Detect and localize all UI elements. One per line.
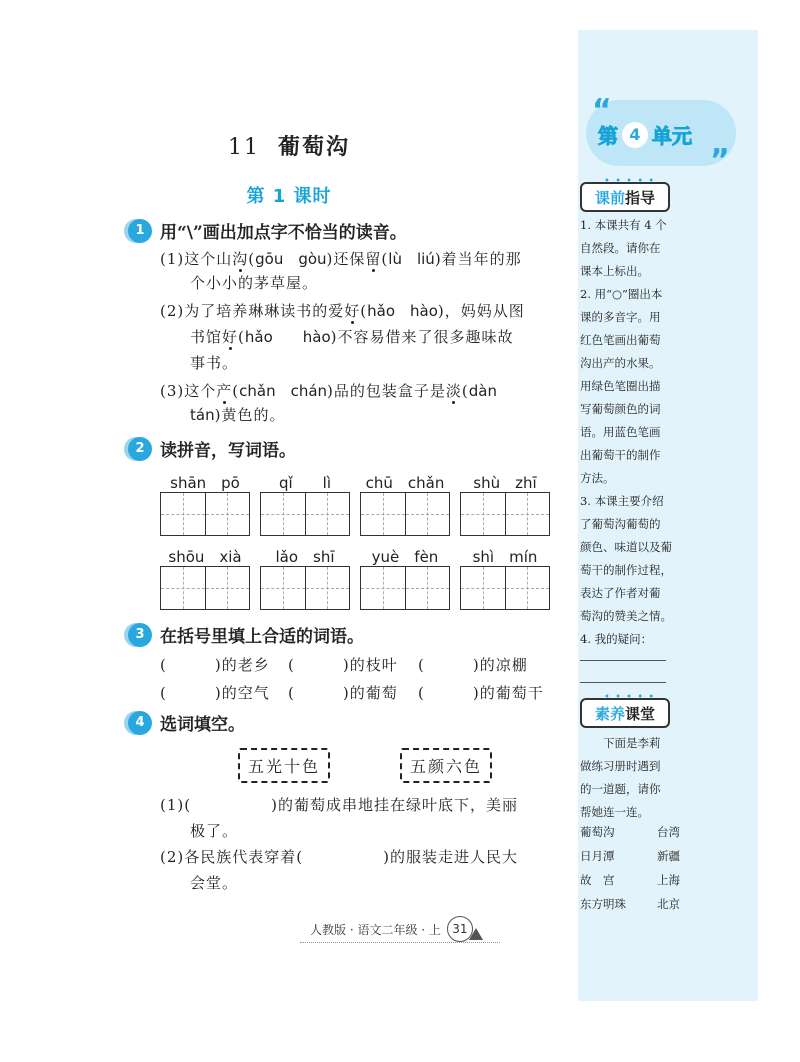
footer-divider: [300, 942, 500, 943]
dotted-char: 留: [365, 250, 382, 268]
word-choice: 五光十色: [238, 748, 330, 783]
question-badge: 3: [128, 623, 152, 647]
pinyin-label: qǐ lì: [278, 474, 332, 492]
q1-item-2-cont: 书馆好(hǎo hào)不容易借来了很多趣味故: [190, 328, 514, 346]
dotted-char: 好: [344, 302, 361, 320]
question-1-heading: [128, 218, 407, 243]
q1-item-3: (3)这个产(chǎn chán)品的包装盒子是淡(dàn: [160, 382, 497, 400]
fill-blank[interactable]: ( )的凉棚: [418, 656, 528, 674]
question-4-heading: [128, 710, 245, 735]
writing-grid[interactable]: [260, 492, 350, 536]
lesson-name: 葡萄沟: [277, 134, 350, 160]
dotted-char: 沟: [232, 250, 249, 268]
writing-grid[interactable]: [460, 566, 550, 610]
footer-text: 人教版 · 语文二年级 · 上: [310, 922, 441, 937]
pre-class-guide-heading: 课前 指导: [580, 182, 670, 212]
q4-sentence-1-cont: 极了。: [190, 822, 239, 840]
quote-open-icon: “: [592, 93, 612, 128]
triangle-icon: [469, 928, 483, 940]
page-footer: [310, 916, 483, 942]
q4-sentence-2-cont: 会堂。: [190, 874, 239, 892]
writing-grid[interactable]: [160, 566, 250, 610]
literacy-class-text: 下面是李莉 做练习册时遇到 的一道题，请你 帮她连一连。: [580, 736, 661, 819]
question-title: 读拼音，写词语。: [160, 441, 296, 461]
page-number: 31: [447, 916, 473, 942]
answer-line[interactable]: [580, 660, 666, 661]
writing-grid[interactable]: [360, 566, 450, 610]
question-badge: 1: [128, 219, 152, 243]
q1-item-3-cont: tán)黄色的。: [190, 406, 286, 424]
word-choice: 五颜六色: [400, 748, 492, 783]
pre-class-guide-text: 1. 本课共有 4 个 自然段。请你在 课本上标出。 2. 用“○”圈出本 课的多音字。用 红色笔画出葡萄 沟出产的水果。 用绿色笔圈出描 写葡萄颜色的词 语。用蓝色笔画 出葡萄干的制作 方法。 3. 本课主要介绍 了葡萄沟葡萄的 颜色、味道以及葡 萄干的制作过程， 表达了作者对葡 萄沟的赞美之情。 4. 我的疑问：: [580, 218, 672, 646]
writing-grid[interactable]: [260, 566, 350, 610]
fill-blank[interactable]: ( )的空气: [160, 684, 270, 702]
writing-grid[interactable]: [360, 492, 450, 536]
question-title: 选词填空。: [160, 715, 245, 735]
dotted-char: 好: [222, 328, 239, 346]
answer-line[interactable]: [580, 682, 666, 683]
question-title: 在括号里填上合适的词语。: [160, 627, 364, 647]
lesson-number: 11: [227, 135, 260, 160]
q4-sentence-1[interactable]: (1)( )的葡萄成串地挂在绿叶底下，美丽: [160, 796, 518, 814]
q4-sentence-2[interactable]: (2)各民族代表穿着( )的服装走进人民大: [160, 848, 518, 866]
question-badge: 2: [128, 437, 152, 461]
writing-grid[interactable]: [160, 492, 250, 536]
dotted-char: 淡: [445, 382, 462, 400]
lesson-subtitle: 第 1 课时: [246, 186, 332, 207]
q1-item-2-cont2: 事书。: [190, 354, 239, 372]
literacy-class-heading: 素养 课堂: [580, 698, 670, 728]
pinyin-label: lǎo shī: [275, 548, 335, 566]
question-title: 用“\”画出加点字不恰当的读音。: [160, 223, 407, 243]
unit-number: 4: [622, 122, 648, 148]
writing-grid[interactable]: [460, 492, 550, 536]
pinyin-label: chū chǎn: [365, 474, 445, 492]
fill-blank[interactable]: ( )的老乡: [160, 656, 270, 674]
question-2-heading: [128, 436, 296, 461]
pinyin-label: shān pō: [170, 474, 240, 492]
q1-item-2: (2)为了培养琳琳读书的爱好(hǎo hào)，妈妈从图: [160, 302, 525, 320]
pinyin-label: shù zhī: [473, 474, 537, 492]
unit-label: 第 4 单元: [598, 120, 728, 149]
q1-item-1: (1)这个山沟(gōu gòu)还保留(lù liú)着当年的那: [160, 250, 522, 268]
lesson-title: [0, 130, 578, 161]
pinyin-label: shōu xià: [168, 548, 242, 566]
pinyin-label: yuè fèn: [371, 548, 439, 566]
fill-blank[interactable]: ( )的枝叶: [288, 656, 398, 674]
q1-item-1-cont: 个小小的茅草屋。: [190, 274, 319, 292]
pinyin-label: shì mín: [472, 548, 538, 566]
matching-exercise[interactable]: 葡萄沟 台湾 日月潭 新疆 故 宫 上海 东方明珠 北京: [580, 825, 680, 911]
question-3-heading: [128, 622, 364, 647]
question-badge: 4: [128, 711, 152, 735]
fill-blank[interactable]: ( )的葡萄: [288, 684, 398, 702]
dotted-char: 产: [216, 382, 233, 400]
quote-close-icon: ”: [710, 143, 730, 178]
fill-blank[interactable]: ( )的葡萄干: [418, 684, 544, 702]
